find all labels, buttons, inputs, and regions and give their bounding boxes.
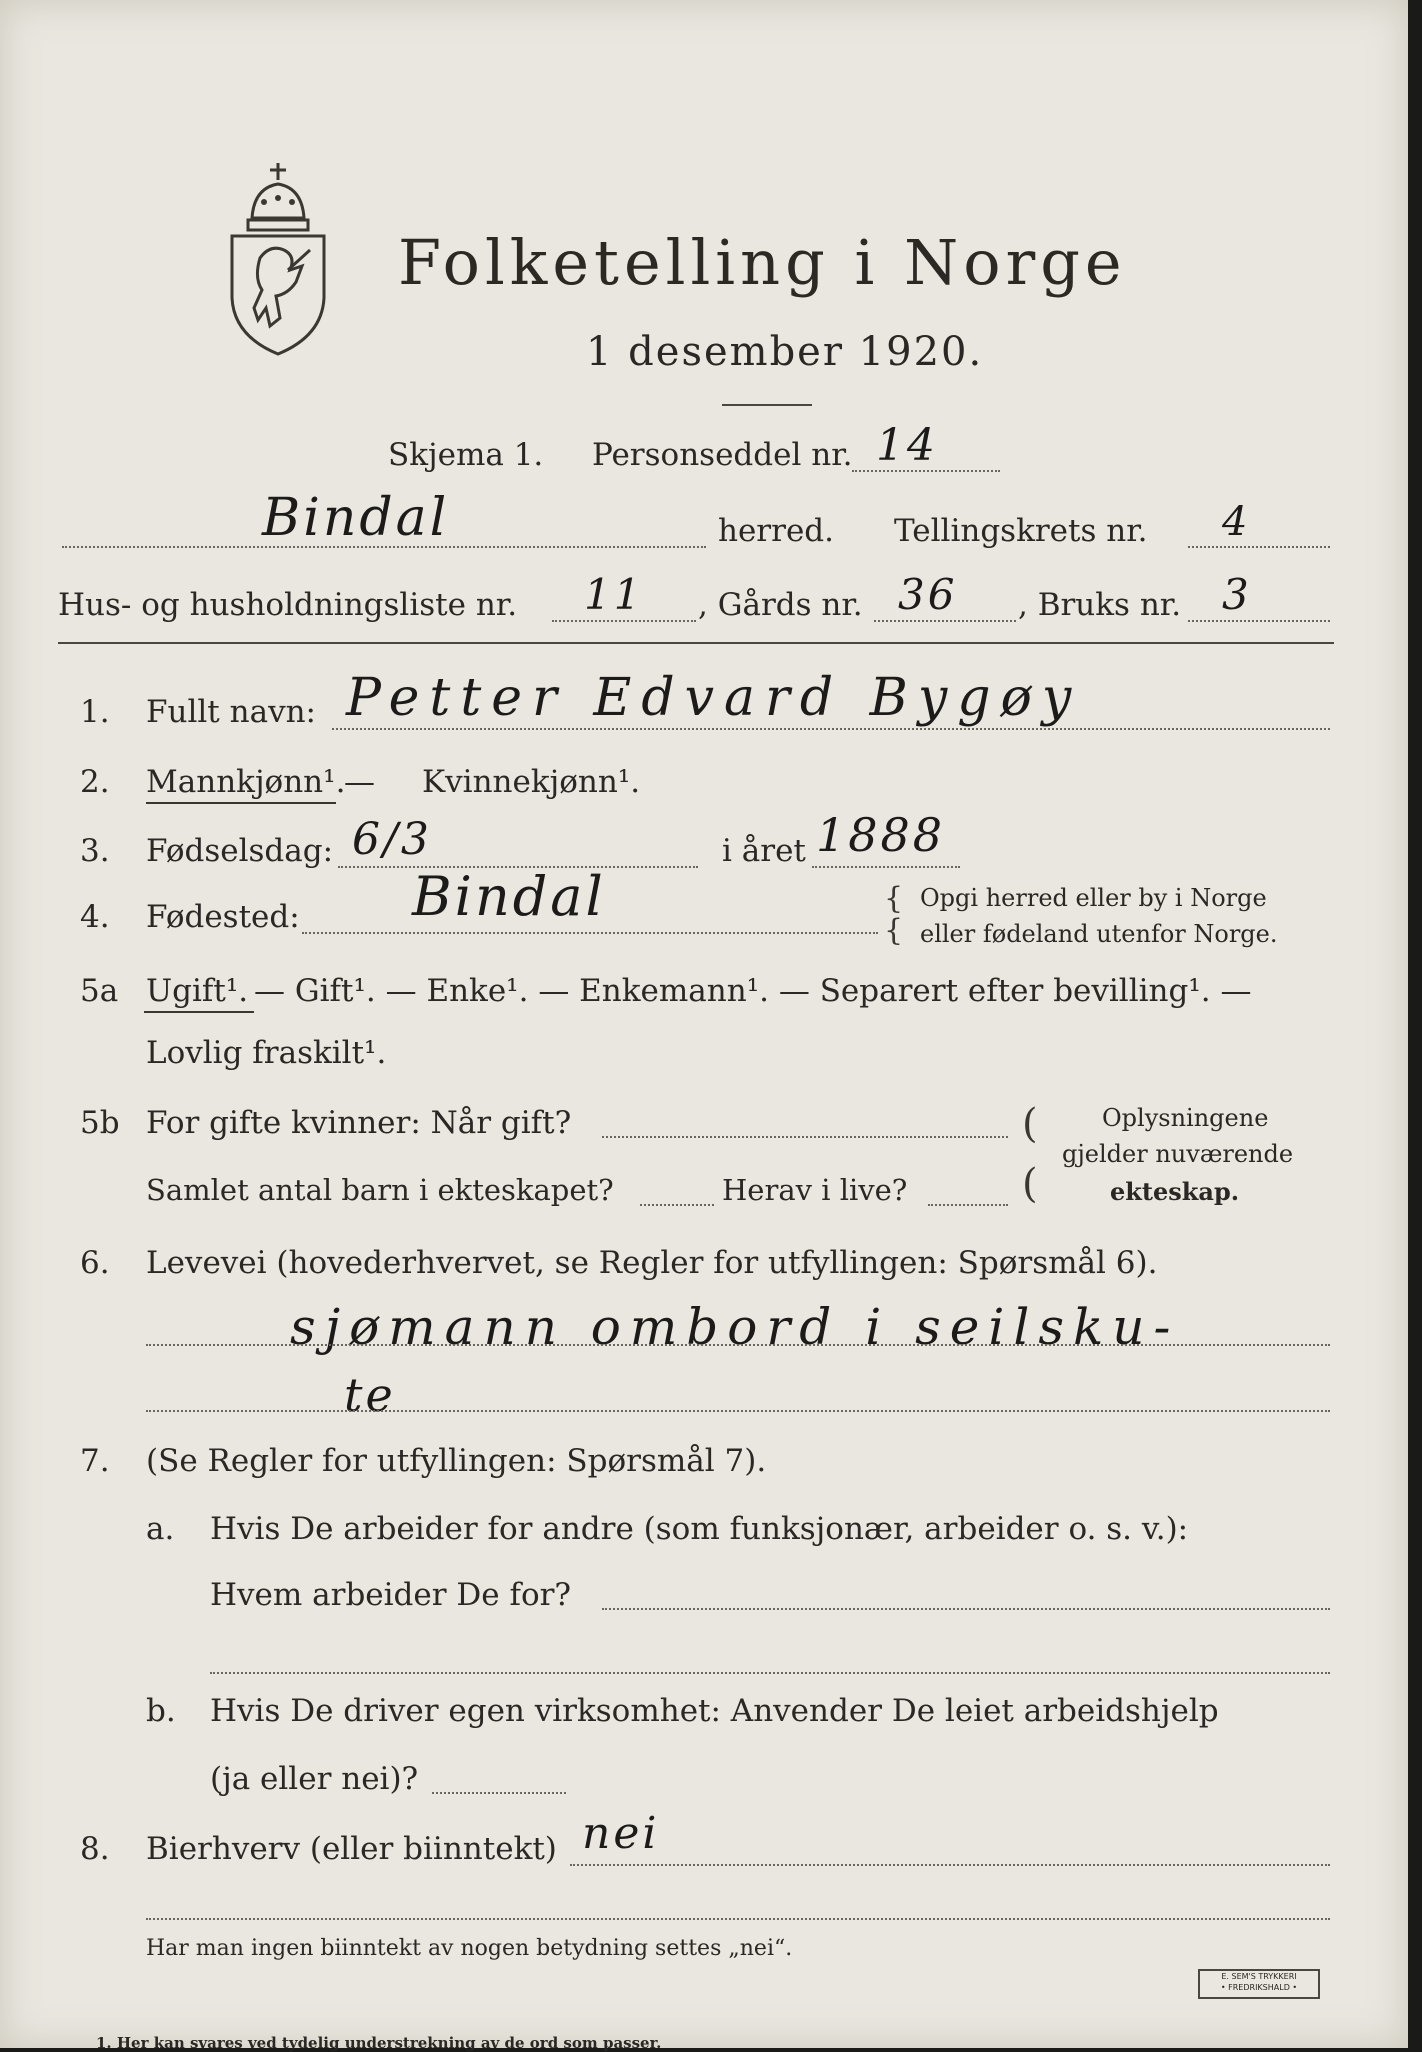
gards-value: 36 xyxy=(898,570,958,619)
q6-line2 xyxy=(146,1410,1330,1412)
q8-extra-line xyxy=(146,1918,1330,1920)
q6-value-line1: sjømann ombord i seilsku- xyxy=(290,1298,1180,1356)
q7b-letter: b. xyxy=(146,1693,176,1729)
q7a-question: Hvem arbeider De for? xyxy=(210,1577,572,1613)
q5b-brace-top: ( xyxy=(1022,1101,1038,1147)
q5b-children-label: Samlet antal barn i ekteskapet? xyxy=(146,1173,614,1207)
q7a-text: Hvis De arbeider for andre (som funksjonær, arbeider o. s. v.): xyxy=(210,1511,1189,1547)
q7b-text: Hvis De driver egen virksomhet: Anvender De leiet arbeidshjelp xyxy=(210,1693,1219,1729)
q5b-children-line xyxy=(640,1204,714,1206)
q3-year-line xyxy=(812,866,960,868)
skjema-label: Skjema 1. xyxy=(388,437,544,473)
q2-male-underline xyxy=(146,802,336,804)
q5b-note-line3: ekteskap. xyxy=(1110,1177,1240,1206)
q7a-line1 xyxy=(602,1608,1330,1610)
q5a-ugift-underline xyxy=(144,1011,254,1013)
herred-label: herred. xyxy=(718,513,834,549)
q6-number: 6. xyxy=(80,1245,110,1281)
q5b-alive-line xyxy=(928,1204,1008,1206)
gards-label: , Gårds nr. xyxy=(698,587,863,623)
q2-male-option: Mannkjønn¹. xyxy=(146,764,346,800)
q5a-other-options: — Gift¹. — Enke¹. — Enkemann¹. — Separert efter bevilling¹. — xyxy=(254,973,1252,1009)
tellingskrets-line xyxy=(1188,546,1330,548)
q4-brace-top: { xyxy=(884,881,904,916)
q8-label: Bierhverv (eller biinntekt) xyxy=(146,1831,557,1867)
q7-label: (Se Regler for utfyllingen: Spørsmål 7). xyxy=(146,1443,767,1479)
q4-value: Bindal xyxy=(412,865,606,928)
q3-day-value: 6/3 xyxy=(352,814,432,865)
personseddel-value: 14 xyxy=(876,420,938,471)
q5b-alive-label: Herav i live? xyxy=(722,1173,908,1207)
norwegian-coat-of-arms-icon xyxy=(218,158,338,358)
q6-value-line2: te xyxy=(344,1368,396,1422)
gards-line xyxy=(874,620,1016,622)
form-title: Folketelling i Norge xyxy=(398,226,1127,299)
q5b-married-line xyxy=(602,1136,1008,1138)
bruks-value: 3 xyxy=(1222,570,1252,619)
header-rule xyxy=(58,642,1334,644)
q8-value: nei xyxy=(582,1808,660,1859)
q5a-ugift-option: Ugift¹. xyxy=(146,973,249,1009)
q4-note-line2: eller fødeland utenfor Norge. xyxy=(920,920,1278,948)
q2-number: 2. xyxy=(80,764,110,800)
q6-line1 xyxy=(146,1344,1330,1346)
q5b-brace-bottom: ( xyxy=(1022,1161,1038,1207)
q7b-line xyxy=(432,1792,566,1794)
q3-label: Fødselsdag: xyxy=(146,833,334,869)
q5b-note-line1: Oplysningene xyxy=(1102,1104,1269,1132)
q3-year-label: i året xyxy=(722,833,806,869)
q4-line xyxy=(302,932,878,934)
q7a-line2 xyxy=(210,1672,1330,1674)
q3-year-value: 1888 xyxy=(816,808,946,862)
tellingskrets-label: Tellingskrets nr. xyxy=(894,513,1148,549)
q1-label: Fullt navn: xyxy=(146,694,316,730)
q5b-line1: For gifte kvinner: Når gift? xyxy=(146,1105,572,1141)
footer-note: Har man ingen biinntekt av nogen betydning settes „nei“. xyxy=(146,1936,793,1961)
bruks-label: , Bruks nr. xyxy=(1018,587,1182,623)
q8-number: 8. xyxy=(80,1831,110,1867)
title-divider xyxy=(722,404,812,406)
q5b-number: 5b xyxy=(80,1105,120,1141)
herred-value: Bindal xyxy=(262,488,450,548)
bruks-line xyxy=(1188,620,1330,622)
q4-brace-bottom: { xyxy=(884,913,904,948)
printer-name: E. SEM'S TRYKKERI xyxy=(1221,1972,1297,1981)
q3-number: 3. xyxy=(80,833,110,869)
printer-stamp xyxy=(1198,1969,1320,1999)
q7b-question: (ja eller nei)? xyxy=(210,1761,419,1797)
q1-line xyxy=(332,728,1330,730)
q7a-letter: a. xyxy=(146,1511,175,1547)
q4-label: Fødested: xyxy=(146,899,300,935)
census-date: 1 desember 1920. xyxy=(586,329,984,375)
husliste-line xyxy=(552,620,696,622)
q5b-note-line2: gjelder nuværende xyxy=(1062,1140,1294,1168)
personseddel-label: Personseddel nr. xyxy=(592,437,853,473)
q2-separator: — xyxy=(344,764,375,800)
q5a-number: 5a xyxy=(80,973,119,1009)
q8-line xyxy=(570,1864,1330,1866)
footnote: 1. Her kan svares ved tydelig understrekning av de ord som passer. xyxy=(96,2034,662,2052)
q4-number: 4. xyxy=(80,899,110,935)
tellingskrets-value: 4 xyxy=(1222,499,1251,545)
q1-number: 1. xyxy=(80,694,110,730)
q1-name-value: Petter Edvard Bygøy xyxy=(346,668,1082,728)
husliste-label: Hus- og husholdningsliste nr. xyxy=(58,587,518,623)
q4-note-line1: Opgi herred eller by i Norge xyxy=(920,884,1267,912)
q2-female-option: Kvinnekjønn¹. xyxy=(422,764,641,800)
q6-label: Levevei (hovederhvervet, se Regler for utfyllingen: Spørsmål 6). xyxy=(146,1245,1158,1281)
printer-city: • FREDRIKSHALD • xyxy=(1220,1983,1298,1992)
q5a-line2: Lovlig fraskilt¹. xyxy=(146,1035,387,1071)
q7-number: 7. xyxy=(80,1443,110,1479)
husliste-value: 11 xyxy=(584,570,644,619)
